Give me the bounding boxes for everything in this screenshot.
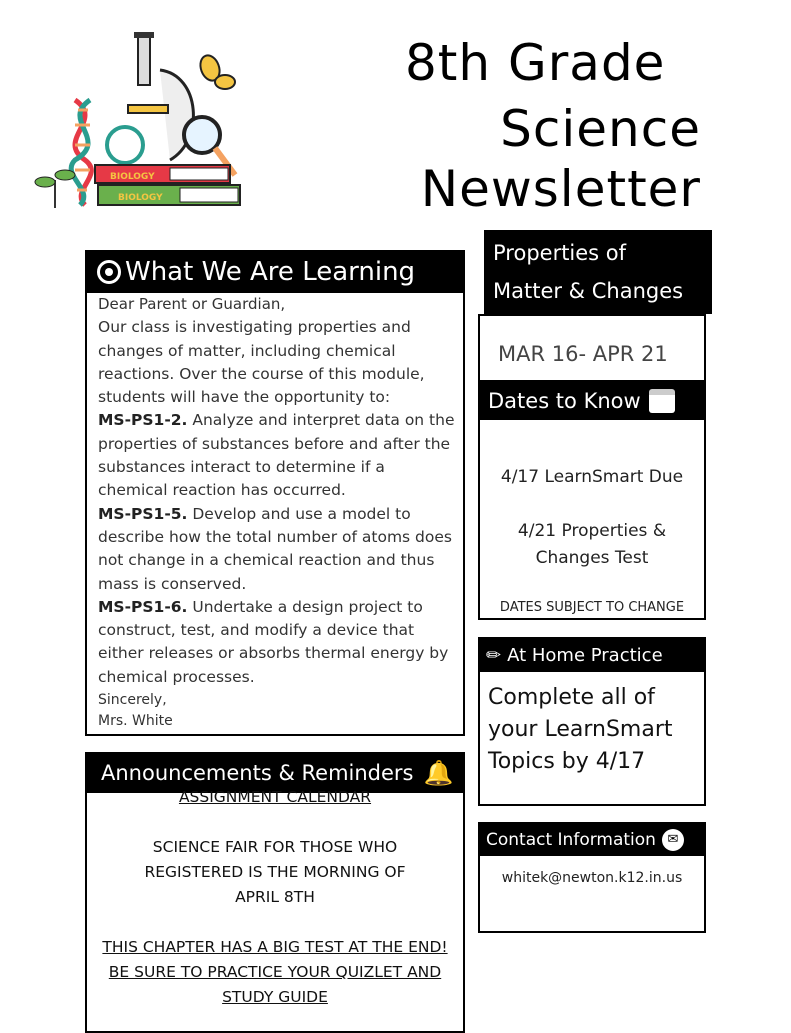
unit-dates-box <box>478 314 706 382</box>
dates-note: DATES SUBJECT TO CHANGE <box>499 600 685 615</box>
science-illustration <box>30 30 245 212</box>
unit-heading-line2: Matter & Changes <box>493 279 684 303</box>
announcements-heading: Announcements & Reminders <box>101 761 414 785</box>
newsletter-title-line2: Science <box>500 100 701 158</box>
date-item: 4/17 LearnSmart Due <box>500 467 684 487</box>
standard-code: MS-PS1-5. <box>98 504 188 523</box>
contact-box <box>478 856 706 933</box>
learning-header <box>85 250 465 294</box>
standard-text: Develop and use a model to describe how the total number of atoms does not change in a chemical reaction and thus mass is conserved. <box>98 504 452 593</box>
pencil-icon: ✏ <box>486 644 502 666</box>
learning-box <box>85 293 465 736</box>
practice-box <box>478 672 706 806</box>
signature: Mrs. White <box>98 713 173 730</box>
svg-text:BIOLOGY: BIOLOGY <box>110 172 155 182</box>
announcement-item: THIS CHAPTER HAS A BIG TEST AT THE END! BE SURE TO PRACTICE YOUR QUIZLET AND STUDY GUIDE <box>102 938 448 1006</box>
unit-dates: MAR 16- APR 21 <box>498 342 668 366</box>
contact-heading: Contact Information <box>486 829 656 850</box>
dates-box <box>478 420 706 620</box>
standard-code: MS-PS1-2. <box>98 411 188 430</box>
newsletter-title-line1: 8th Grade <box>405 34 666 92</box>
standard-code: MS-PS1-6. <box>98 597 188 616</box>
standard-item <box>98 503 457 596</box>
learning-heading: What We Are Learning <box>125 257 416 287</box>
svg-text:BIOLOGY: BIOLOGY <box>118 193 163 203</box>
standard-item <box>98 596 457 689</box>
unit-heading-line1: Properties of <box>493 241 627 265</box>
standard-text: Undertake a design project to construct, test, and modify a device that either releases or absorbs thermal energy by chemical processes. <box>98 597 449 686</box>
practice-text: Complete all of your LearnSmart Topics by 4/17 <box>488 685 673 774</box>
newsletter-title-line3: Newsletter <box>420 160 701 218</box>
greeting: Dear Parent or Guardian, <box>98 295 286 313</box>
intro-text: Our class is investigating properties and changes of matter, including chemical reactions. Over the course of this module, students will have the opportunity to: <box>98 318 425 407</box>
contact-header <box>478 822 706 857</box>
closing: Sincerely, <box>98 692 167 709</box>
practice-header <box>478 637 706 673</box>
announcement-item[interactable]: ASSIGNMENT CALENDAR <box>178 788 372 806</box>
unit-header <box>484 230 712 314</box>
bell-icon: 🔔 <box>423 759 454 787</box>
standard-item <box>98 409 457 502</box>
dates-header <box>478 380 706 421</box>
announcement-item: SCIENCE FAIR FOR THOSE WHO REGISTERED IS THE MORNING OF APRIL 8TH <box>144 838 406 906</box>
contact-email[interactable]: whitek@newton.k12.in.us <box>501 870 683 886</box>
date-item: 4/21 Properties & Changes Test <box>517 521 667 568</box>
standard-text: Analyze and interpret data on the properties of substances before and after the substances interact to determine if a chemical reaction has occurred. <box>98 411 455 500</box>
calendar-icon <box>649 389 675 413</box>
mail-icon: ✉ <box>662 829 684 851</box>
practice-heading: At Home Practice <box>507 644 663 666</box>
dates-heading: Dates to Know <box>488 388 641 413</box>
announcements-box <box>85 788 465 1033</box>
target-icon <box>97 260 121 284</box>
